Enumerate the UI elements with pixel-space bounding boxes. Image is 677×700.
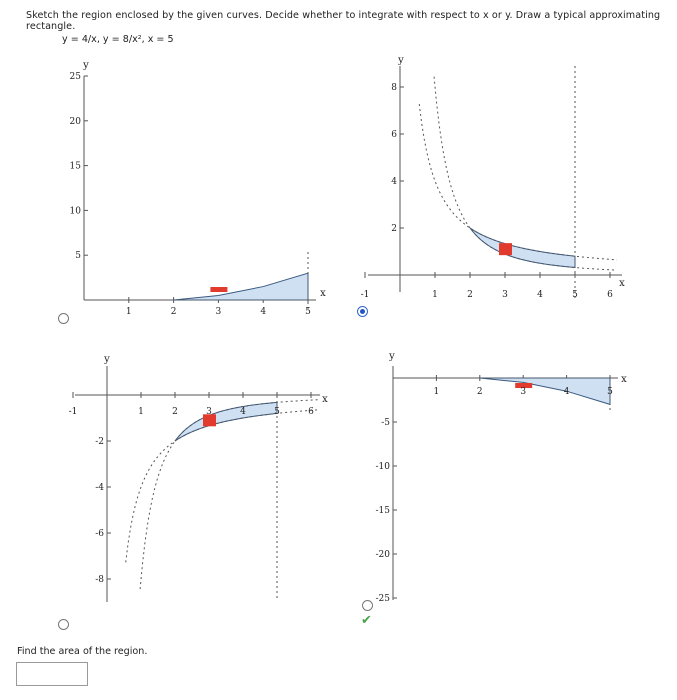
curve-8-over-x2	[434, 77, 617, 270]
find-area-label: Find the area of the region.	[17, 646, 148, 657]
chart-2	[365, 66, 622, 300]
y-tick-label: -4	[95, 483, 104, 493]
x-axis-label: x	[322, 394, 328, 405]
y-tick-label: 5	[75, 251, 81, 262]
x-tick-label: 3	[215, 307, 222, 317]
y-axis-label: y	[104, 354, 110, 365]
x-tick-label: 1	[125, 307, 132, 317]
x-tick-label: 5	[572, 290, 578, 300]
region	[174, 273, 308, 300]
approx-rectangle	[210, 287, 227, 292]
x-tick-label: 1	[433, 387, 440, 397]
y-tick-label: -5	[381, 418, 390, 428]
equations: y = 4/x, y = 8/x², x = 5	[62, 34, 174, 45]
y-tick-label: 25	[69, 72, 81, 82]
y-tick-label: -20	[375, 550, 390, 560]
question-prompt: Sketch the region enclosed by the given curves. Decide whether to integrate with respect to x or y. Draw a typical approximating rectangle.	[26, 10, 661, 32]
x-tick-label: -1	[68, 407, 78, 417]
y-tick-label: 6	[391, 130, 397, 140]
approx-rectangle	[499, 243, 512, 255]
curve-8-over-x2	[140, 400, 318, 589]
y-tick-label: -8	[95, 575, 104, 585]
x-tick-label: 4	[563, 387, 570, 397]
radio-option-d[interactable]	[362, 600, 373, 611]
y-tick-label: 10	[69, 206, 81, 217]
y-axis-label: y	[83, 60, 89, 71]
region	[470, 228, 575, 267]
radio-option-a[interactable]	[58, 313, 69, 324]
y-tick-label: 4	[391, 177, 397, 187]
x-axis-label: x	[621, 374, 627, 385]
y-tick-label: -15	[375, 506, 390, 516]
x-tick-label: 4	[260, 307, 267, 317]
curve-4-over-x	[419, 104, 617, 260]
y-tick-label: -6	[95, 529, 104, 539]
y-tick-label: 8	[391, 83, 397, 93]
x-tick-label: 4	[240, 407, 246, 417]
x-tick-label: 4	[537, 290, 543, 300]
chart-3	[73, 366, 320, 602]
radio-option-b[interactable]	[357, 306, 368, 317]
y-axis-label: y	[389, 351, 395, 362]
x-tick-label: 5	[305, 307, 311, 317]
x-tick-label: 6	[308, 407, 314, 417]
x-tick-label: 2	[467, 290, 473, 300]
x-tick-label: -1	[360, 290, 370, 300]
y-tick-label: -10	[375, 462, 390, 472]
curve-4-over-x	[126, 410, 318, 562]
x-tick-label: 1	[138, 407, 144, 417]
x-tick-label: 6	[607, 290, 613, 300]
area-answer-input[interactable]	[16, 662, 88, 686]
radio-option-c[interactable]	[58, 619, 69, 630]
y-tick-label: -2	[95, 437, 104, 447]
x-tick-label: 2	[476, 387, 483, 397]
chart-1	[84, 76, 316, 310]
x-tick-label: 5	[607, 387, 613, 397]
x-tick-label: 3	[520, 387, 527, 397]
region	[480, 378, 610, 404]
y-tick-label: 15	[69, 161, 81, 172]
x-axis-label: x	[320, 288, 326, 299]
y-tick-label: 2	[391, 224, 397, 234]
x-tick-label: 2	[172, 407, 178, 417]
x-tick-label: 1	[432, 290, 438, 300]
x-axis-label: x	[619, 278, 625, 289]
x-tick-label: 5	[274, 407, 280, 417]
y-tick-label: 20	[69, 116, 81, 127]
x-tick-label: 3	[502, 290, 508, 300]
y-axis-label: y	[398, 55, 404, 66]
x-tick-label: 2	[170, 307, 177, 317]
correct-check-icon: ✔	[361, 613, 372, 628]
y-tick-label: -25	[375, 594, 390, 604]
x-tick-label: 3	[206, 407, 212, 417]
chart-4	[393, 366, 618, 600]
